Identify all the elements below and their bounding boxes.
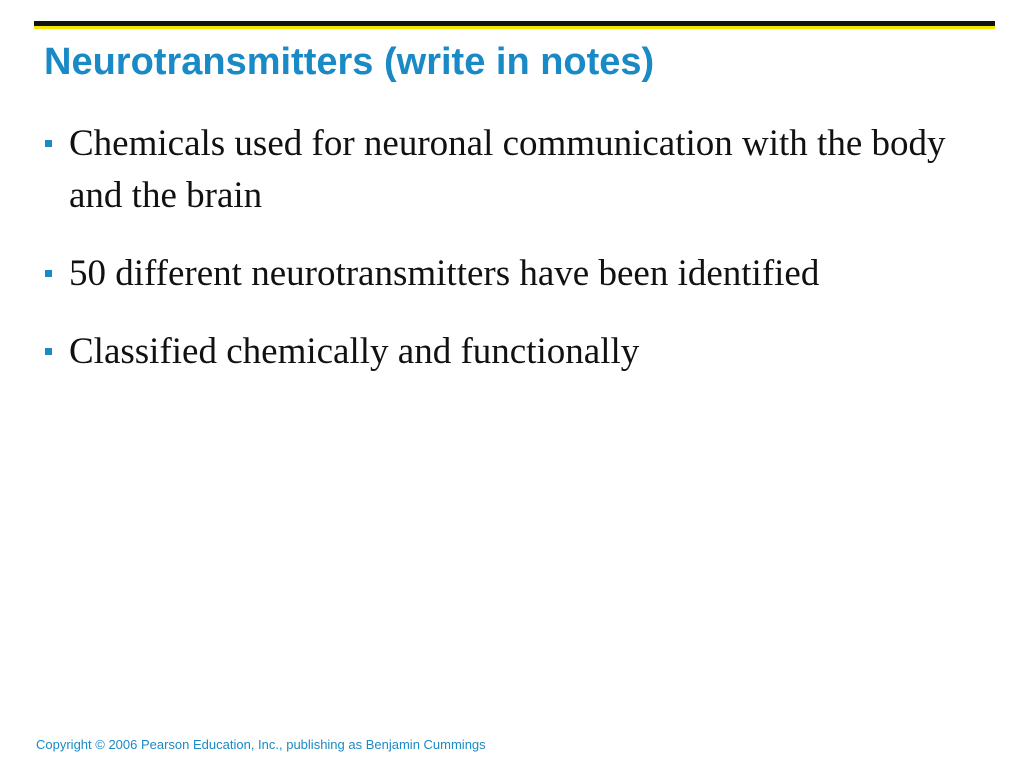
square-bullet-icon (45, 348, 52, 355)
bullet-list (40, 118, 970, 404)
bullet-item-fifty-neurotransmitters (40, 248, 970, 300)
bullet-text: Chemicals used for neuronal communication with the body and the brain (69, 123, 946, 216)
bullet-text: Classified chemically and functionally (69, 331, 640, 372)
bullet-item-chemicals (40, 118, 970, 222)
square-bullet-icon (45, 270, 52, 277)
square-bullet-icon (45, 140, 52, 147)
top-rule-divider (34, 21, 995, 29)
bullet-item-classified (40, 326, 970, 378)
copyright-footer: Copyright © 2006 Pearson Education, Inc., publishing as Benjamin Cummings (36, 737, 486, 752)
bullet-text: 50 different neurotransmitters have been identified (69, 253, 820, 294)
slide-title: Neurotransmitters (write in notes) (44, 41, 655, 83)
